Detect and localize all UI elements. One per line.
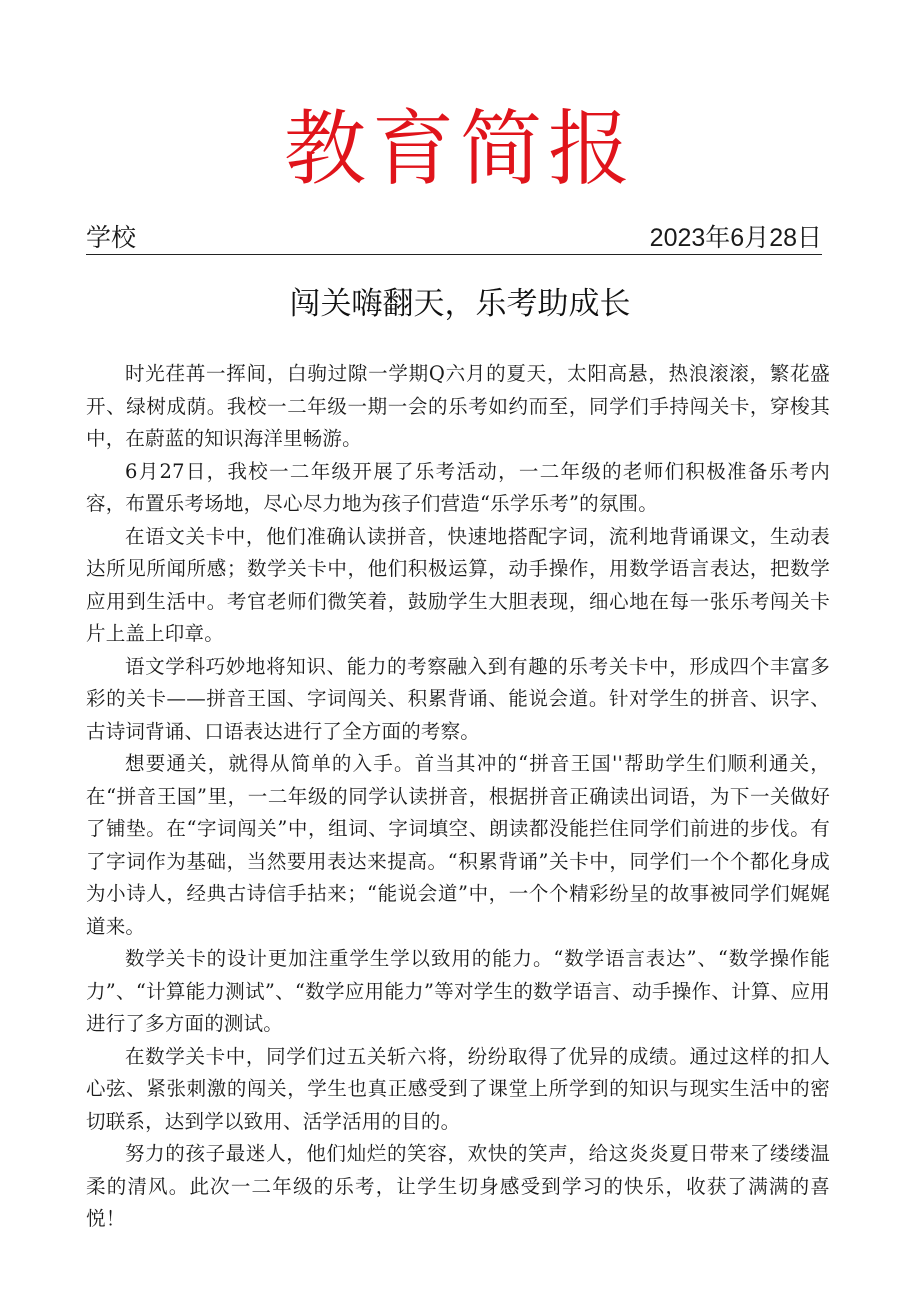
school-label: 学校 <box>86 223 137 252</box>
issue-date: 2023年6月28日 <box>649 224 822 252</box>
article-paragraph: 6月27日，我校一二年级开展了乐考活动，一二年级的老师们积极准备乐考内容，布置乐考场地，尽心尽力地为孩子们营造“乐学乐考”的氛围。 <box>86 459 830 515</box>
dateline <box>86 222 822 255</box>
masthead-title: 教育简报 <box>283 102 636 197</box>
article-paragraph: 数学关卡的设计更加注重学生学以致用的能力。“数学语言表达”、“数学操作能力”、“计算能力测试”、“数学应用能力”等对学生的数学语言、动手操作、计算、应用进行了多方面的测试。 <box>86 947 830 1035</box>
article-body <box>86 358 830 1236</box>
article-paragraph: 想要通关，就得从简单的入手。首当其冲的“拼音王国''帮助学生们顺利通关，在“拼音王国”里，一二年级的同学认读拼音，根据拼音正确读出词语，为下一关做好了铺垫。在“字词闯关”中，组词、字词填空、朗读都没能拦住同学们前进的步伐。有了字词作为基础，当然要用表达来提高。“积累背诵”关卡中，同学们一个个都化身成为小诗人，经典古诗信手拈来；“能说会道”中，一个个精彩纷呈的故事被同学们娓娓道来。 <box>86 752 830 938</box>
article-paragraph: 在数学关卡中，同学们过五关斩六将，纷纷取得了优异的成绩。通过这样的扣人心弦、紧张刺激的闯关，学生也真正感受到了课堂上所学到的知识与现实生活中的密切联系，达到学以致用、活学活用的目的。 <box>86 1044 830 1133</box>
article-paragraph: 时光荏苒一挥间，白驹过隙一学期Q六月的夏天，太阳高悬，热浪滚滚，繁花盛开、绿树成荫。我校一二年级一期一会的乐考如约而至，同学们手持闯关卡，穿梭其中，在蔚蓝的知识海洋里畅游。 <box>86 362 830 450</box>
article-paragraph: 努力的孩子最迷人，他们灿烂的笑容，欢快的笑声，给这炎炎夏日带来了缕缕温柔的清风。此次一二年级的乐考，让学生切身感受到学习的快乐，收获了满满的喜悦！ <box>86 1142 830 1230</box>
article-paragraph: 在语文关卡中，他们准确认读拼音，快速地搭配字词，流利地背诵课文，生动表达所见所闻所感；数学关卡中，他们积极运算，动手操作，用数学语言表达，把数学应用到生活中。考官老师们微笑着，鼓励学生大胆表现，细心地在每一张乐考闯关卡片上盖上印章。 <box>86 524 830 645</box>
article-paragraph: 语文学科巧妙地将知识、能力的考察融入到有趣的乐考关卡中，形成四个丰富多彩的关卡——拼音王国、字词闯关、积累背诵、能说会道。针对学生的拼音、识字、古诗词背诵、口语表达进行了全方面的考察。 <box>86 654 830 743</box>
article-headline: 闯关嗨翻天，乐考助成长 <box>289 286 631 322</box>
